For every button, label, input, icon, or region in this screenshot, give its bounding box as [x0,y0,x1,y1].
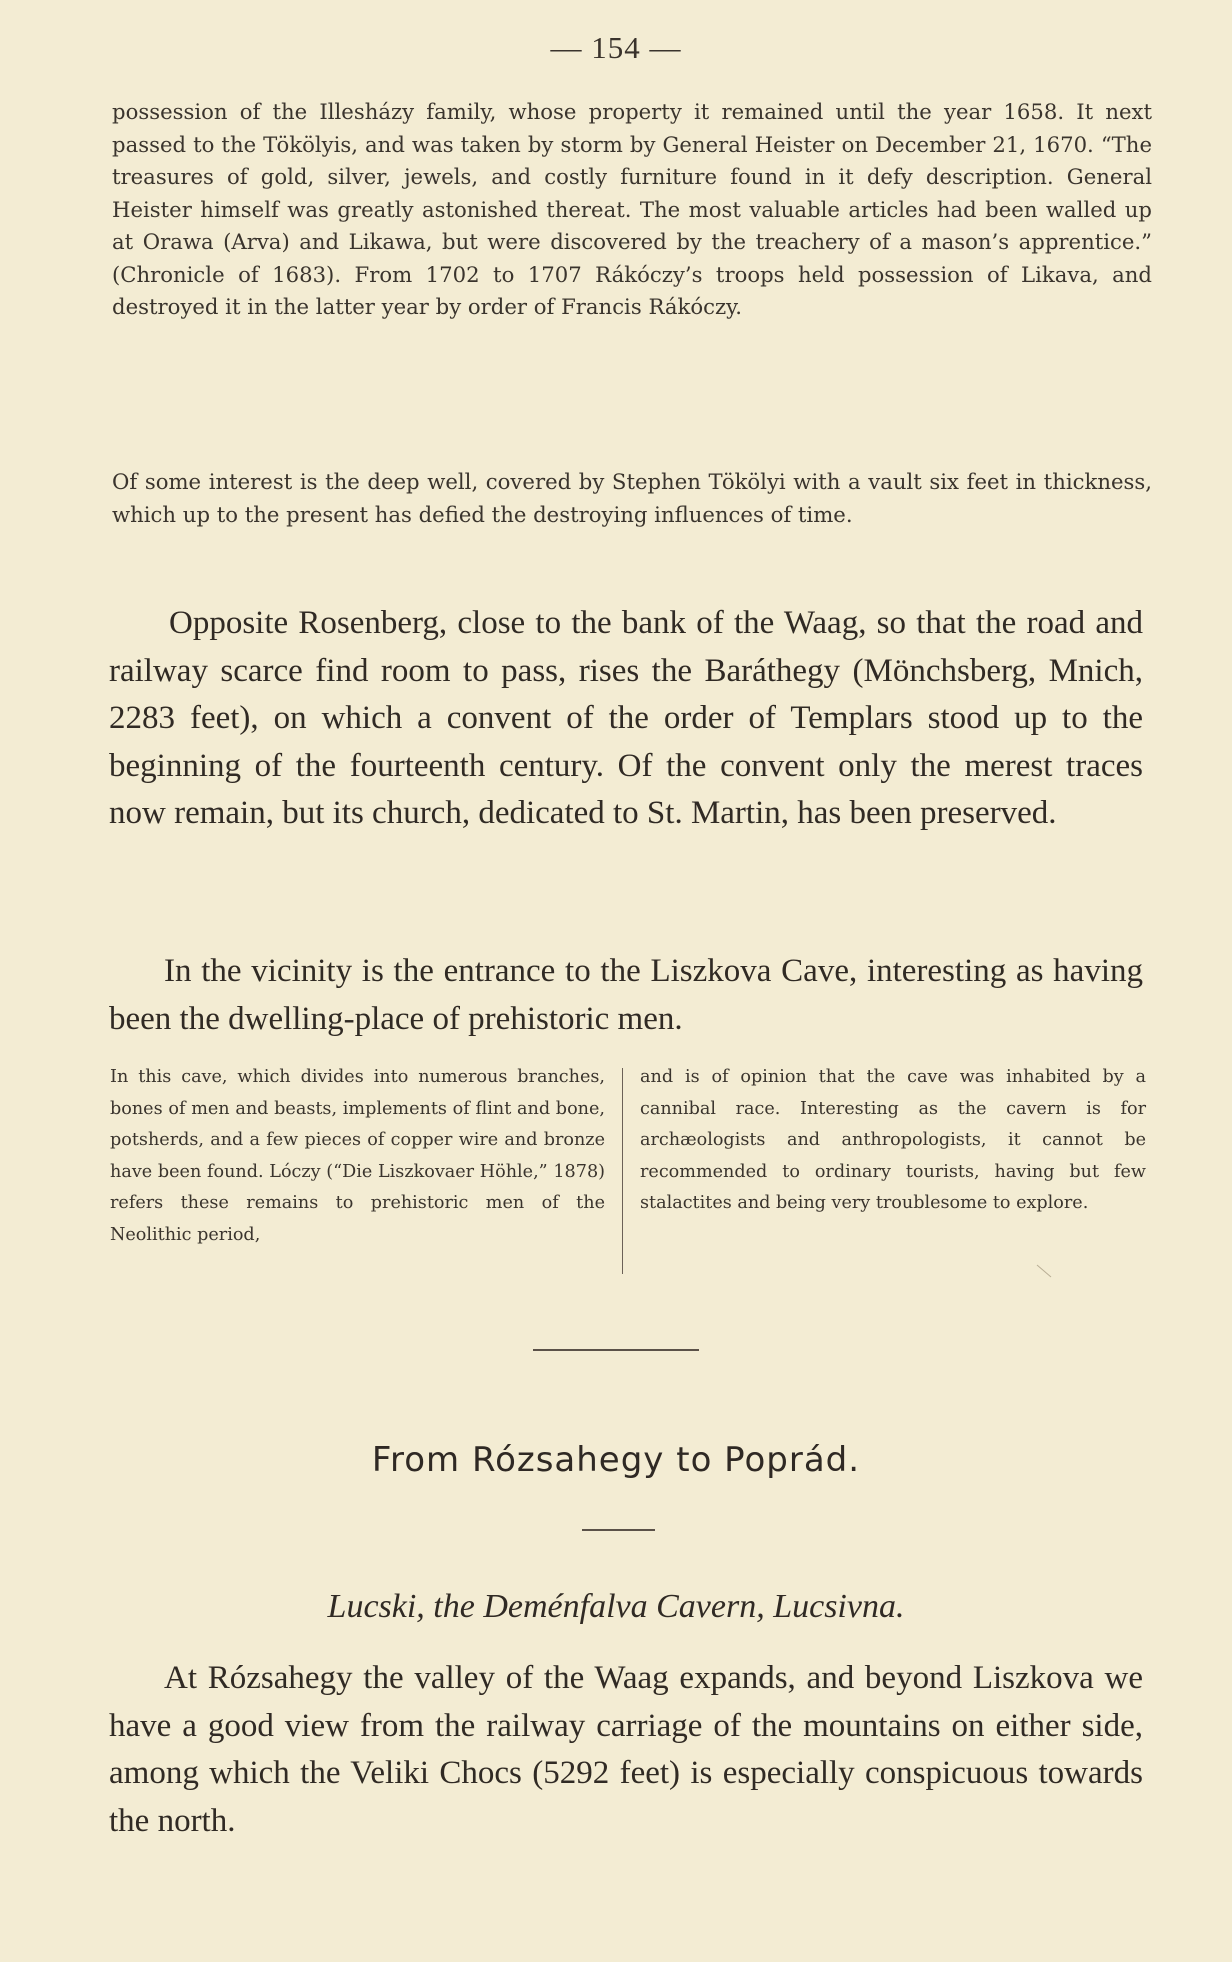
title-underline-rule [582,1529,655,1531]
paragraph-liszkova-cave: In the vicinity is the entrance to the Liszkova Cave, interesting as having been the dwelling-place of prehistoric men. [109,953,1143,1037]
paragraph-illeshazy-history: possession of the Illesházy family, whose property it remained until the year 1658. It next passed to the Tökölyis, and was taken by storm by General Heister on December 21, 1670. “The treasures of gold, silver, jewels, and costly furniture found in it defy description. General Heister himself was greatly astonished thereat. The most valuable articles had been walled up at Orawa (Arva) and Likawa, but were discovered by the treachery of a mason’s apprentice.” (Chronicle of 1683). From 1702 to 1707 Rákóczy’s troops held possession of Likava, and destroyed it in the latter year by order of Francis Rákóczy. [112,99,1152,319]
footnote-column-right: and is of opinion that the cave was inhabited by a cannibal race. Interesting as the cavern is for archæologists and anthropologists, it cannot be recommended to ordinary tourists, having but few stalactites and being very troublesome to explore. [640,1067,1146,1213]
section-subtitle: Lucski, the Deménfalva Cavern, Lucsivna. [327,1588,905,1625]
paragraph-deep-well: Of some interest is the deep well, covered by Stephen Tökölyi with a vault six feet in thickness, which up to the present has defied the destroying influences of time. [112,469,1152,527]
section-divider-rule [533,1349,699,1351]
paragraph-barathegy: Opposite Rosenberg, close to the bank of the Waag, so that the road and railway scarce find room to pass, rises the Baráthegy (Mönchsberg, Mnich, 2283 feet), on which a convent of the order of Templars stood up to the beginning of the fourteenth century. Of the convent only the merest traces now remain, but its church, dedicated to St. Martin, has been preserved. [109,605,1143,831]
section-title: From Rózsahegy to Poprád. [371,1440,861,1480]
column-divider [622,1068,623,1274]
paragraph-rozsahegy: At Rózsahegy the valley of the Waag expands, and beyond Liszkova we have a good view from the railway carriage of the mountains on either side, among which the Veliki Chocs (5292 feet) is especially conspicuous towards the north. [109,1660,1143,1839]
page-number: — 154 — [550,30,682,65]
footnote-column-left: In this cave, which divides into numerous branches, bones of men and beasts, implements of flint and bone, potsherds, and a few pieces of copper wire and bronze have been found. Lóczy (“Die Liszkovaer Höhle,” 1878) refers these remains to prehistoric men of the Neolithic period, [110,1067,605,1245]
footnote-columns [110,1062,1146,1282]
pencil-mark-icon [1036,1264,1052,1278]
